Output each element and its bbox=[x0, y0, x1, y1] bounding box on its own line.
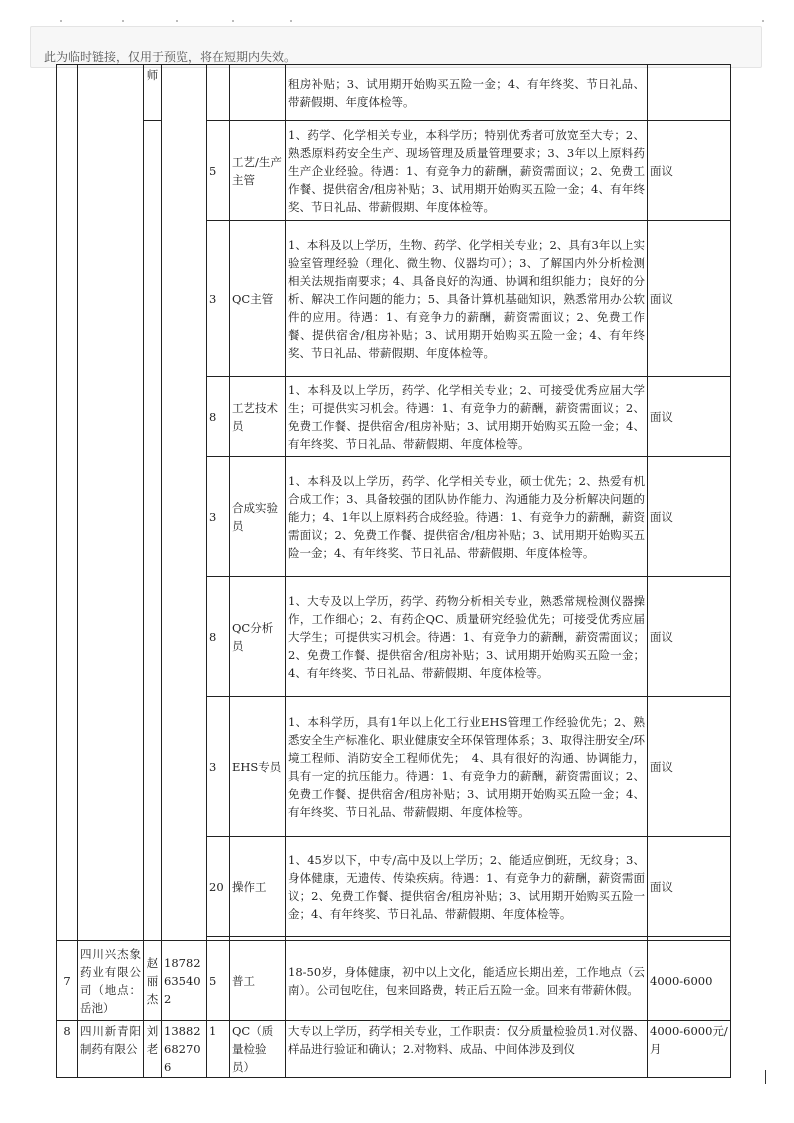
salary-cell: 面议 bbox=[648, 377, 731, 457]
position-cell: 普工 bbox=[230, 941, 286, 1021]
position-cell: EHS专员 bbox=[230, 697, 286, 837]
salary-cell bbox=[648, 65, 731, 121]
position-cell: QC主管 bbox=[230, 221, 286, 377]
phone-cell: 13882682706 bbox=[162, 1021, 207, 1078]
contact-cell bbox=[144, 121, 162, 941]
company-name-cell: 四川兴杰象药业有限公司（地点：岳池） bbox=[78, 941, 144, 1021]
position-cell: 合成实验员 bbox=[230, 457, 286, 577]
phone-cell: 18782635402 bbox=[162, 941, 207, 1021]
condition-cell: 大专以上学历，药学相关专业，工作职责：仅分质量检验员1.对仪器、样品进行验证和确认；2.对物料、成品、中间体涉及到仪 bbox=[286, 1021, 648, 1078]
count-cell: 8 bbox=[207, 577, 230, 697]
count-cell: 3 bbox=[207, 697, 230, 837]
count-cell: 8 bbox=[207, 377, 230, 457]
table-row bbox=[57, 121, 731, 221]
count-cell: 5 bbox=[207, 121, 230, 221]
condition-cell: 1、本科及以上学历，药学、化学相关专业，硕士优先；2、热爱有机合成工作；3、具备较强的团队协作能力、沟通能力及分析解决问题的能力；4、1年以上原料药合成经验。待遇：1、有竞争力的薪酬，薪资需面议；2、免费工作餐、提供宿舍/租房补贴；3、试用期开始购买五险一金；4、有年终奖、节日礼品、带薪假期、年度体检等。 bbox=[286, 457, 648, 577]
condition-cell: 租房补贴；3、试用期开始购买五险一金；4、有年终奖、节日礼品、带薪假期、年度体检等。 bbox=[286, 65, 648, 121]
company-no-cell: 7 bbox=[57, 941, 78, 1021]
condition-cell: 1、本科及以上学历，生物、药学、化学相关专业；2、具有3年以上实验室管理经验（理化、微生物、仪器均可）；3、了解国内外分析检测相关法规指南要求；4、具备良好的沟通、协调和组织能力；良好的分析、解决工作问题的能力；5、具备计算机基础知识，熟悉常用办公软件的应用。待遇：1、有竞争力的薪酬，薪资需面议；2、免费工作餐、提供宿舍/租房补贴；3、试用期开始购买五险一金；4、有年终奖、节日礼品、带薪假期、年度体检等。 bbox=[286, 221, 648, 377]
position-cell: QC（质量检验员） bbox=[230, 1021, 286, 1078]
condition-cell: 1、大专及以上学历，药学、药物分析相关专业，熟悉常规检测仪器操作，工作细心；2、有药企QC、质量研究经验优先；可接受优秀应届大学生；可提供实习机会。待遇：1、有竞争力的薪酬，薪资需面议；2、免费工作餐、提供宿舍/租房补贴；3、试用期开始购买五险一金；4、有年终奖、节日礼品、带薪假期、年度体检等。 bbox=[286, 577, 648, 697]
salary-cell: 面议 bbox=[648, 121, 731, 221]
contact-cell: 师 bbox=[144, 65, 162, 121]
company-no-cell bbox=[57, 65, 78, 941]
count-cell: 5 bbox=[207, 941, 230, 1021]
count-cell: 20 bbox=[207, 837, 230, 937]
condition-cell: 1、本科及以上学历，药学、化学相关专业；2、可接受优秀应届大学生；可提供实习机会。待遇：1、有竞争力的薪酬，薪资需面议；2、免费工作餐、提供宿舍/租房补贴；3、试用期开始购买五险一金；4、有年终奖、节日礼品、带薪假期、年度体检等。 bbox=[286, 377, 648, 457]
table-row bbox=[57, 941, 731, 1021]
position-cell: 工艺/生产主管 bbox=[230, 121, 286, 221]
salary-cell: 面议 bbox=[648, 457, 731, 577]
table-row bbox=[57, 65, 731, 121]
page-edge-mark bbox=[765, 1070, 766, 1084]
count-cell bbox=[207, 65, 230, 121]
count-cell: 3 bbox=[207, 221, 230, 377]
count-cell: 3 bbox=[207, 457, 230, 577]
company-name-cell bbox=[78, 65, 144, 941]
contact-cell: 刘老 bbox=[144, 1021, 162, 1078]
salary-cell: 4000-6000 bbox=[648, 941, 731, 1021]
banner-text: 此为临时链接，仅用于预览，将在短期内失效。 bbox=[44, 50, 297, 64]
salary-cell: 面议 bbox=[648, 577, 731, 697]
company-name-cell: 四川新青阳制药有限公 bbox=[78, 1021, 144, 1078]
company-no-cell: 8 bbox=[57, 1021, 78, 1078]
condition-cell: 1、药学、化学相关专业，本科学历；特别优秀者可放宽至大专；2、熟悉原料药安全生产、现场管理及质量管理要求；3、3年以上原料药生产企业经验。待遇：1、有竞争力的薪酬，薪资需面议；2、免费工作餐、提供宿舍/租房补贴；3、试用期开始购买五险一金；4、有年终奖、节日礼品、带薪假期、年度体检等。 bbox=[286, 121, 648, 221]
salary-cell: 面议 bbox=[648, 837, 731, 937]
position-cell: 操作工 bbox=[230, 837, 286, 937]
condition-cell: 1、45岁以下，中专/高中及以上学历；2、能适应倒班，无纹身；3、身体健康，无遗传、传染疾病。待遇：1、有竞争力的薪酬，薪资需面议；2、免费工作餐、提供宿舍/租房补贴；3、试用期开始购买五险一金；4、有年终奖、节日礼品、带薪假期、年度体检等。 bbox=[286, 837, 648, 937]
salary-cell: 面议 bbox=[648, 221, 731, 377]
table-row bbox=[57, 1021, 731, 1078]
phone-cell bbox=[162, 65, 207, 941]
salary-cell: 面议 bbox=[648, 697, 731, 837]
condition-cell: 18-50岁，身体健康，初中以上文化，能适应长期出差，工作地点（云南）。公司包吃住，包来回路费，转正后五险一金。回来有带薪休假。 bbox=[286, 941, 648, 1021]
position-cell: 工艺技术员 bbox=[230, 377, 286, 457]
salary-cell: 4000-6000元/月 bbox=[648, 1021, 731, 1078]
position-cell bbox=[230, 65, 286, 121]
position-cell: QC分析员 bbox=[230, 577, 286, 697]
contact-cell: 赵丽杰 bbox=[144, 941, 162, 1021]
condition-cell: 1、本科学历，具有1年以上化工行业EHS管理工作经验优先；2、熟悉安全生产标准化、职业健康安全环保管理体系；3、取得注册安全/环境工程师、消防安全工程师优先； 4、具有很好的沟通、协调能力，具有一定的抗压能力。待遇：1、有竞争力的薪酬，薪资需面议；2、免费工作餐、提供宿舍/租房补贴；3、试用期开始购买五险一金；4、有年终奖、节日礼品、带薪假期、年度体检等。 bbox=[286, 697, 648, 837]
recruitment-table bbox=[56, 64, 731, 1078]
count-cell: 1 bbox=[207, 1021, 230, 1078]
